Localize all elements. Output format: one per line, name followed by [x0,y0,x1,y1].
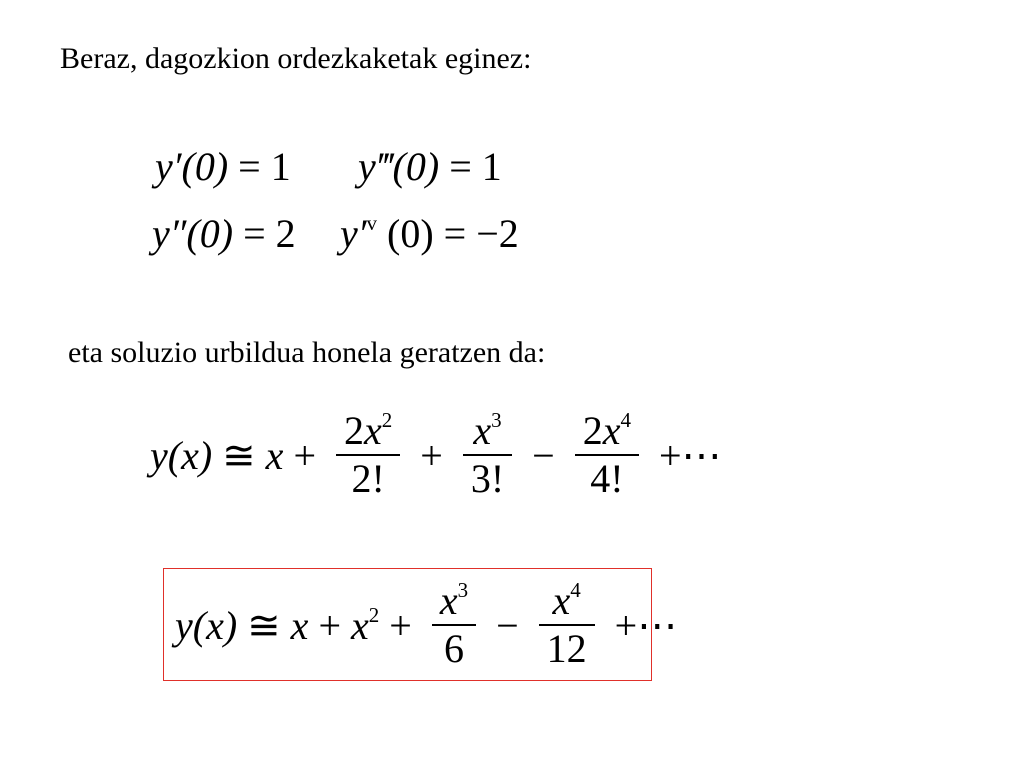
exponent: 2 [381,408,393,432]
equals-sign: = [238,144,261,189]
lhs: y‴(0) [358,144,440,189]
rhs: −2 [476,211,519,256]
exponent: 4 [620,408,631,432]
lhs: y(x) [175,602,238,648]
numerator [575,408,639,454]
plus-sign: + [420,432,443,478]
term-x-squared [351,602,379,649]
exponent: 2 [368,602,380,627]
coefficient: 2 [582,408,603,453]
variable: x [351,602,369,648]
variable: x [552,578,571,623]
plus-sign: + [293,432,316,478]
lhs-superscript: v [366,211,378,235]
fraction-term-3 [463,408,512,502]
equals-sign: = [443,211,467,256]
fraction-term-2 [336,408,400,502]
term-x: x [290,602,309,648]
plus-sign: + [389,602,412,648]
equals-sign: = [449,144,472,189]
variable: x [473,408,492,453]
term-x: x [265,432,284,478]
series-factorial-equation [150,408,732,502]
minus-sign: − [532,432,555,478]
continuation-dots: +⋯ [658,432,722,478]
rhs: 1 [481,144,502,189]
lhs-argument: (0) [377,211,434,256]
numerator [432,578,476,624]
numerator [545,578,589,624]
minus-sign: − [496,602,519,648]
numerator [465,408,509,454]
fraction-term-3 [432,578,476,672]
denominator: 3! [470,456,505,501]
exponent: 3 [457,578,469,602]
denominator: 6 [443,626,464,671]
lhs: y′(0) [155,144,229,189]
lhs: y(x) [150,432,213,478]
condition-fourth-derivative [340,210,519,257]
rhs: 2 [275,211,296,256]
exponent: 3 [491,408,502,432]
condition-second-derivative [152,210,296,257]
equals-sign: = [243,211,266,256]
approx-sign: ≅ [247,602,281,648]
exponent: 4 [570,578,581,602]
plus-sign: + [318,602,341,648]
fraction-term-4 [539,578,595,672]
lhs-base: y′ [340,211,367,256]
denominator: 4! [590,456,624,501]
intro-text: Beraz, dagozkion ordezkaketak eginez: [60,42,532,75]
coefficient: 2 [344,408,364,453]
denominator: 2! [351,456,385,501]
lhs: y″(0) [152,211,234,256]
numerator [336,408,400,454]
middle-text: eta soluzio urbildua honela geratzen da: [68,336,546,369]
variable: x [439,578,458,623]
denominator: 12 [546,626,587,671]
rhs: 1 [270,144,291,189]
fraction-term-4 [575,408,639,502]
variable: x [364,408,382,453]
approx-sign: ≅ [222,432,256,478]
condition-third-derivative [358,143,502,190]
condition-first-derivative [155,143,291,190]
series-simplified-equation [175,578,687,672]
continuation-dots: +⋯ [614,602,678,648]
variable: x [602,408,621,453]
